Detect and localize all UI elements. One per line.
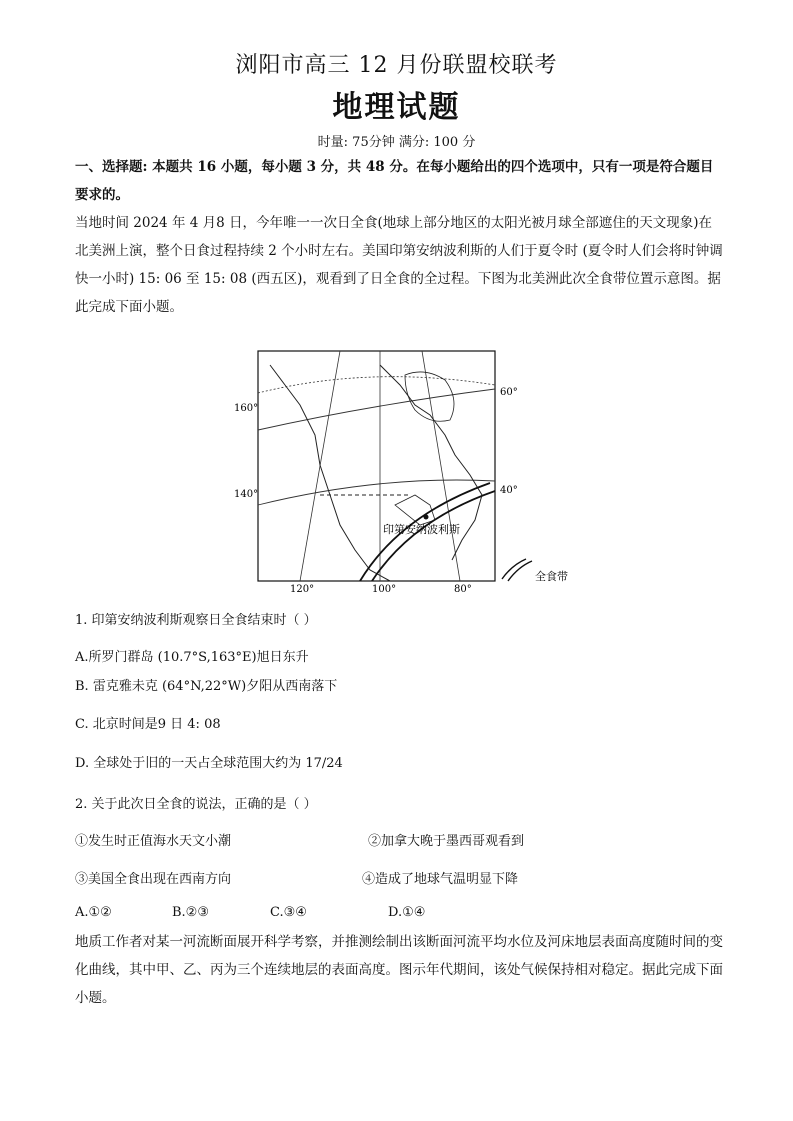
north-america-map-figure xyxy=(230,345,590,595)
lon-label-80: 80° xyxy=(454,584,472,595)
exam-meta: 时量: 75分钟 满分: 100 分 xyxy=(317,135,476,150)
lat-label-40: 40° xyxy=(500,485,518,496)
q2-option-a[interactable]: A.①② xyxy=(75,905,112,920)
q2-statement-1: ①发生时正值海水天文小潮 xyxy=(75,834,232,849)
q2-statement-4: ④造成了地球气温明显下降 xyxy=(362,872,519,887)
passage-2: 地质工作者对某一河流断面展开科学考察，并推测绘制出该断面河流平均水位及河床地层表面高度随时间的变化曲线，其中甲、乙、丙为三个连续地层的表面高度。图示年代期间，该处气候保持相对稳定。据此完成下面小题。 xyxy=(75,934,723,1006)
q2-option-d[interactable]: D.①④ xyxy=(388,905,426,920)
q2-stem: 2. 关于此次日全食的说法，正确的是（ ） xyxy=(75,797,317,812)
eclipse-map xyxy=(230,345,590,595)
lon-label-140: 140° xyxy=(234,489,259,500)
city-label: 印第安纳波利斯 xyxy=(383,523,460,536)
subject-title: 地理试题 xyxy=(332,90,461,125)
lon-label-160: 160° xyxy=(234,403,259,414)
passage-1: 当地时间 2024 年 4 月8 日，今年唯一一次日全食(地球上部分地区的太阳光被月球全部遮住的天文现象)在北美洲上演，整个日食过程持续 2 个小时左右。美国印第安纳波利斯的人们于夏令时 (夏令时人们会将时钟调快一小时) 15: 06 至 15: 08 (西五区)，观看到了日全食的全过程。下图为北美洲此次全食带位置示意图。据此完成下面小题。 xyxy=(75,215,723,315)
q2-statement-2: ②加拿大晚于墨西哥观看到 xyxy=(368,834,525,849)
lon-label-100: 100° xyxy=(372,584,397,595)
q1-option-a[interactable]: A.所罗门群岛 (10.7°S,163°E)旭日东升 xyxy=(75,650,309,665)
lon-label-120: 120° xyxy=(290,584,315,595)
section-intro: 一、选择题: 本题共 16 小题，每小题 3 分，共 48 分。在每小题给出的四个选项中，只有一项是符合题目要求的。 xyxy=(75,159,714,203)
indianapolis-marker xyxy=(424,515,429,520)
q1-option-d[interactable]: D. 全球处于旧的一天占全球范围大约为 17/24 xyxy=(75,756,343,771)
lat-label-60: 60° xyxy=(500,387,518,398)
q2-statement-3: ③美国全食出现在西南方向 xyxy=(75,872,232,887)
legend-label: 全食带 xyxy=(535,570,568,583)
q1-option-c[interactable]: C. 北京时间是9 日 4: 08 xyxy=(75,717,221,732)
exam-title: 浏阳市高三 12 月份联盟校联考 xyxy=(235,53,558,78)
q2-option-b[interactable]: B.②③ xyxy=(172,905,209,920)
legend-line-b xyxy=(508,561,532,581)
q1-option-b[interactable]: B. 雷克雅未克 (64°N,22°W)夕阳从西南落下 xyxy=(75,679,338,694)
q1-stem: 1. 印第安纳波利斯观察日全食结束时（ ） xyxy=(75,613,317,628)
legend-line-a xyxy=(502,559,526,579)
q2-option-c[interactable]: C.③④ xyxy=(270,905,307,920)
